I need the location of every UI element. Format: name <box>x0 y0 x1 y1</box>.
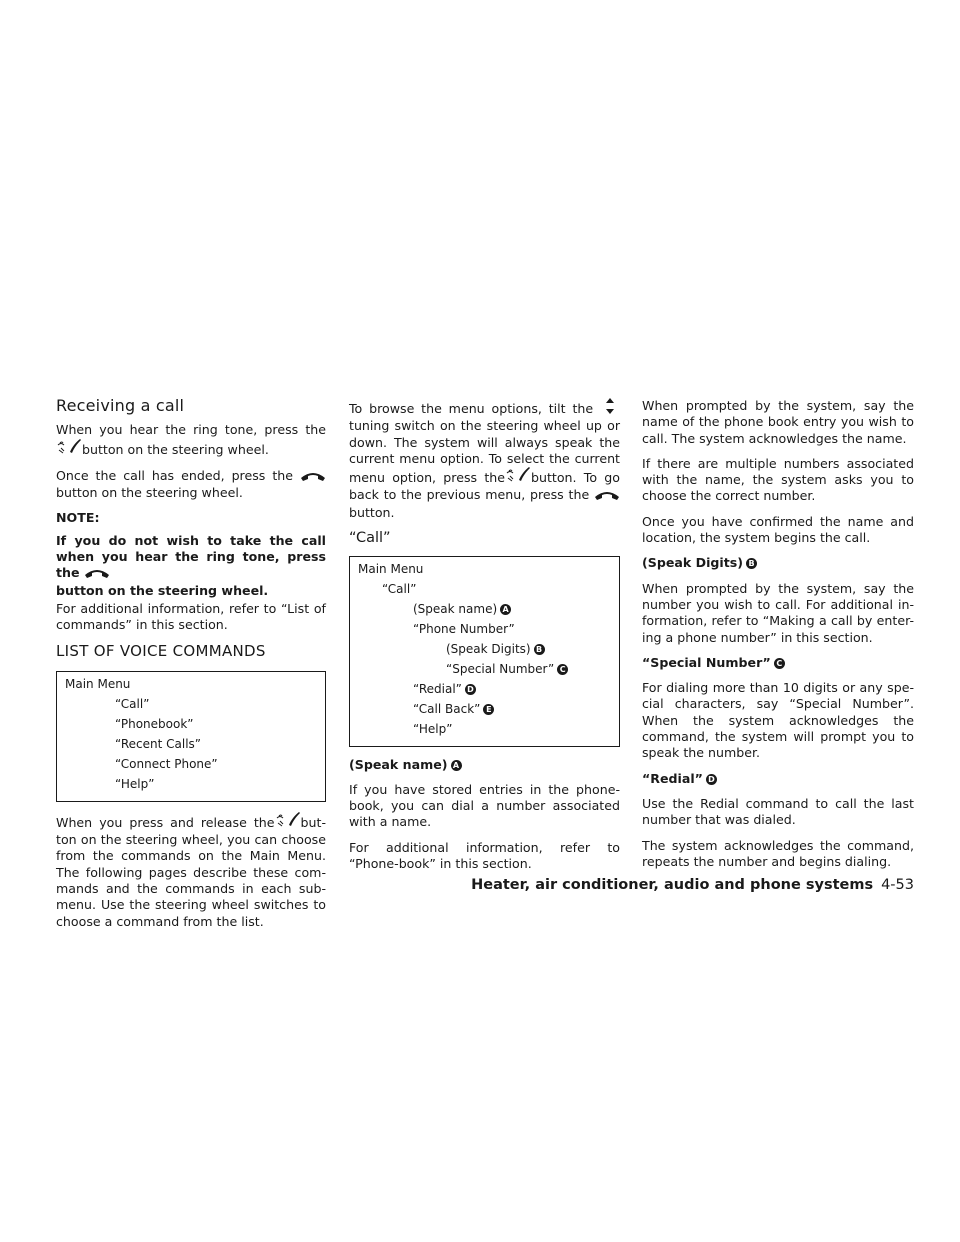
menu-item: “Help” <box>115 776 155 791</box>
menu-item-speak-name: (Speak name) A <box>358 602 611 617</box>
column-3 <box>642 398 914 879</box>
speak-digits-heading: (Speak Digits) B <box>642 555 914 571</box>
callout-badge-d: D <box>465 684 476 695</box>
heading-list-of-voice-commands: LIST OF VOICE COMMANDS <box>56 641 266 660</box>
paragraph: If you have stored entries in the phone-book, you can dial a number associated with a name. <box>349 781 620 830</box>
paragraph: To browse the menu options, tilt the tuning switch on the steering wheel up or down. The system will always speak the current menu option. To select the current menu option, press the button. To go back to the previous menu, press the button. <box>349 398 620 521</box>
call-menu-box <box>349 556 620 747</box>
page-footer <box>471 877 914 893</box>
callout-badge-b: B <box>534 644 545 655</box>
menu-item: “Recent Calls” <box>115 736 202 751</box>
note-label: NOTE: <box>56 510 100 526</box>
callout-badge-b: B <box>746 558 757 569</box>
callout-badge-a: A <box>500 604 511 615</box>
phone-end-icon <box>300 469 326 485</box>
paragraph: When you hear the ring tone, press thebutton on the steering wheel. <box>56 422 326 459</box>
phone-end-icon <box>594 488 620 504</box>
menu-item-call: “Call” <box>382 582 417 597</box>
paragraph: Once the call has ended, press the button on the steering wheel. <box>56 468 326 502</box>
paragraph: When you press and release the but-ton on the steering wheel, you can choose from the commands on the Main Menu. The following pages describe these com-mands and the commands in each sub-menu. Use the steering wheel switches to choose a command from the list. <box>56 812 326 930</box>
tuning-switch-icon <box>600 398 620 418</box>
menu-item-speak-digits: (Speak Digits) B <box>358 642 611 657</box>
heading-call: “Call” <box>349 530 391 547</box>
main-menu-box <box>56 671 326 802</box>
column-2 <box>349 398 620 881</box>
callout-badge-c: C <box>557 664 568 675</box>
menu-item-redial: “Redial” D <box>358 682 611 697</box>
callout-badge-a: A <box>451 760 462 771</box>
column-1 <box>56 398 326 939</box>
paragraph: When prompted by the system, say the name of the phone book entry you wish to call. The system acknowledges the name. <box>642 398 914 446</box>
menu-item-help: “Help” <box>413 722 453 737</box>
phone-talk-icon <box>505 467 531 487</box>
menu-item: “Call” <box>115 696 150 711</box>
menu-root: Main Menu <box>358 562 424 577</box>
paragraph: When prompted by the system, say the number you wish to call. For additional in-formation, refer to “Making a call by enter-ing a phone number” in this section. <box>642 580 914 645</box>
menu-item-special-number: “Special Number” C <box>358 662 611 677</box>
menu-root: Main Menu <box>65 676 131 691</box>
phone-end-icon <box>84 566 110 582</box>
phone-talk-icon <box>275 812 301 832</box>
menu-item: “Phonebook” <box>115 716 194 731</box>
paragraph: Use the Redial command to call the last number that was dialed. <box>642 795 914 828</box>
paragraph: The system acknowledges the command, repeats the number and begins dialing. <box>642 837 914 869</box>
note-text: If you do not wish to take the call when you hear the ring tone, press the button on the steering wheel. <box>56 532 326 598</box>
footer-section-title: Heater, air conditioner, audio and phone systems <box>471 877 874 893</box>
callout-badge-d: D <box>706 774 717 785</box>
paragraph: For dialing more than 10 digits or any spe-cial characters, say “Special Number”. When the system acknowledges the command, the system will prompt you to speak the number. <box>642 680 914 761</box>
heading-receiving-a-call: Receiving a call <box>56 396 185 415</box>
callout-badge-e: E <box>483 704 494 715</box>
special-number-heading: “Special Number” C <box>642 655 914 671</box>
menu-item-phone-number: “Phone Number” <box>413 622 515 637</box>
paragraph: Once you have confirmed the name and location, the system begins the call. <box>642 513 914 546</box>
paragraph: For additional information, refer to “List of commands” in this section. <box>56 600 326 633</box>
paragraph: If there are multiple numbers associated with the name, the system asks you to choose the correct number. <box>642 455 914 504</box>
menu-item: “Connect Phone” <box>115 756 218 771</box>
menu-item-call-back: “Call Back” E <box>358 702 611 717</box>
callout-badge-c: C <box>774 658 785 669</box>
paragraph: For additional information, refer to “Phone-book” in this section. <box>349 839 620 871</box>
page-number: 4-53 <box>881 877 914 893</box>
redial-heading: “Redial” D <box>642 771 914 787</box>
phone-talk-icon <box>56 439 82 459</box>
speak-name-heading: (Speak name) A <box>349 757 620 773</box>
